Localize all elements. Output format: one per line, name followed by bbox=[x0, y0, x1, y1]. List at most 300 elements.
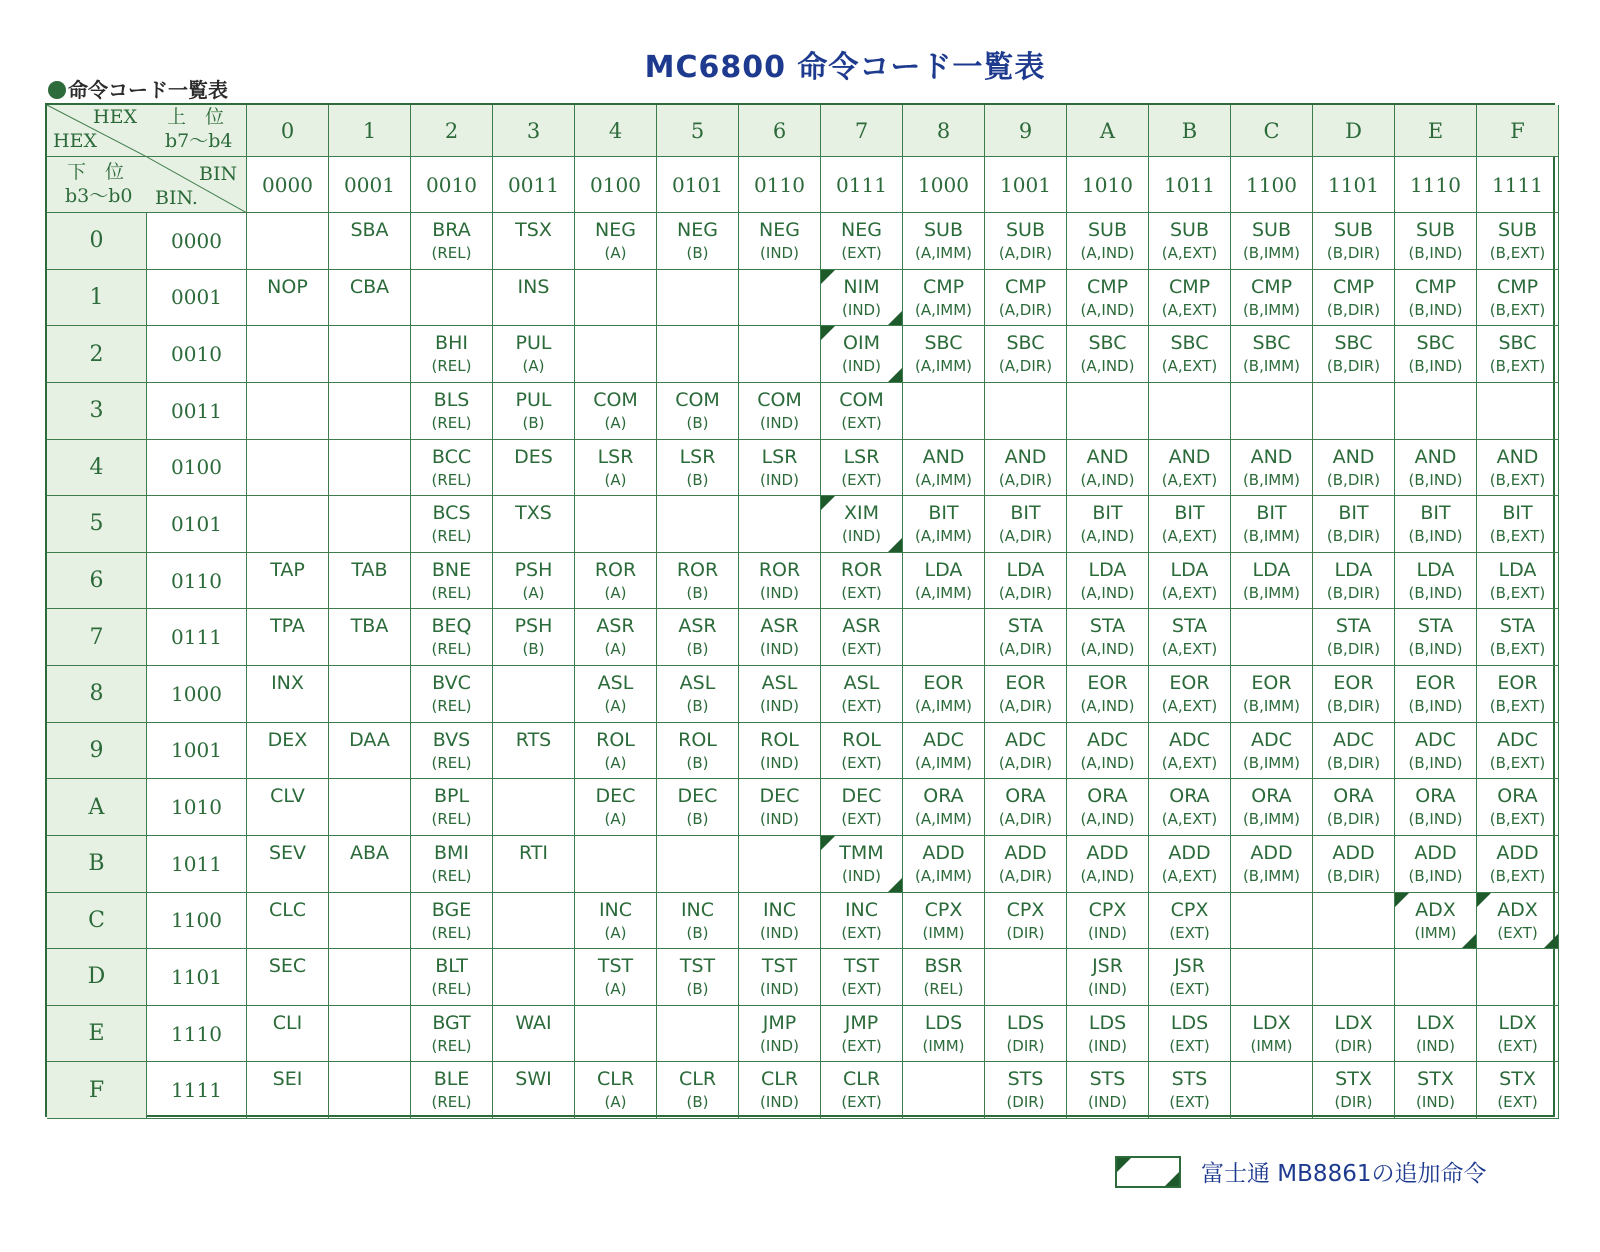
section-heading bbox=[48, 74, 228, 103]
row-bin-header: 1100 bbox=[147, 893, 247, 950]
addressing-mode: (A,IND) bbox=[1080, 357, 1135, 376]
corner-mark-icon bbox=[888, 878, 902, 892]
mnemonic: JSR bbox=[1174, 955, 1205, 978]
opcode-cell bbox=[1067, 666, 1149, 723]
row-hex-header: 5 bbox=[47, 496, 147, 553]
opcode-cell bbox=[329, 326, 411, 383]
mnemonic: LDX bbox=[1252, 1011, 1291, 1034]
addressing-mode: (A,IMM) bbox=[914, 810, 973, 829]
addressing-mode: (B) bbox=[686, 923, 709, 942]
mnemonic: SBC bbox=[1006, 332, 1045, 355]
addressing-mode: (A,IND) bbox=[1080, 244, 1135, 262]
opcode-cell bbox=[1231, 326, 1313, 383]
addressing-mode: (REL) bbox=[431, 753, 472, 772]
mnemonic: BLE bbox=[433, 1068, 470, 1091]
mnemonic: SUB bbox=[923, 219, 963, 241]
mnemonic: RTI bbox=[518, 841, 549, 864]
mnemonic: STA bbox=[1417, 615, 1454, 638]
addressing-mode: (B,IND) bbox=[1408, 810, 1463, 829]
mnemonic: SBC bbox=[924, 332, 963, 355]
mnemonic: ROR bbox=[676, 558, 719, 581]
opcode-cell bbox=[985, 836, 1067, 893]
addressing-mode: (DIR) bbox=[1006, 1093, 1045, 1112]
opcode-cell bbox=[903, 893, 985, 950]
opcode-cell bbox=[821, 723, 903, 780]
addressing-mode: (B) bbox=[686, 244, 709, 262]
opcode-cell bbox=[1149, 326, 1231, 383]
mnemonic: ORA bbox=[1333, 785, 1374, 808]
addressing-mode: (B,DIR) bbox=[1326, 583, 1381, 602]
addressing-mode: (REL) bbox=[431, 980, 472, 999]
addressing-mode: (A,IND) bbox=[1080, 753, 1135, 772]
mnemonic: LSR bbox=[843, 445, 880, 468]
addressing-mode: (EXT) bbox=[841, 640, 882, 659]
opcode-cell bbox=[1477, 1062, 1559, 1119]
opcode-cell bbox=[1313, 383, 1395, 440]
opcode-cell bbox=[1477, 496, 1559, 553]
addressing-mode: (A) bbox=[604, 413, 627, 432]
mnemonic: TBA bbox=[350, 615, 389, 638]
addressing-mode: (A,IND) bbox=[1080, 866, 1135, 885]
addressing-mode: (B) bbox=[686, 583, 709, 602]
opcode-cell bbox=[903, 383, 985, 440]
addressing-mode: (IND) bbox=[1416, 1093, 1455, 1112]
opcode-cell bbox=[1395, 383, 1477, 440]
row-hex-header: 3 bbox=[47, 383, 147, 440]
opcode-cell bbox=[1067, 836, 1149, 893]
opcode-cell bbox=[985, 949, 1067, 1006]
opcode-cell bbox=[985, 213, 1067, 270]
addressing-mode: (B,IMM) bbox=[1242, 697, 1301, 715]
addressing-mode: (A,DIR) bbox=[998, 527, 1053, 546]
corner-mark-icon bbox=[1477, 893, 1491, 907]
mnemonic: AND bbox=[1250, 445, 1293, 468]
opcode-cell bbox=[657, 496, 739, 553]
corner-mark-icon bbox=[821, 326, 835, 340]
mnemonic: WAI bbox=[515, 1011, 552, 1034]
corner-mark-icon bbox=[1165, 1172, 1179, 1186]
column-hex-header: E bbox=[1395, 105, 1477, 157]
opcode-cell bbox=[247, 383, 329, 440]
opcode-cell bbox=[1477, 1006, 1559, 1063]
opcode-cell bbox=[1395, 213, 1477, 270]
opcode-cell bbox=[575, 723, 657, 780]
mnemonic: BVS bbox=[432, 728, 471, 751]
column-bin-header: 0000 bbox=[247, 157, 329, 213]
opcode-cell bbox=[1395, 666, 1477, 723]
mnemonic: BIT bbox=[1420, 502, 1451, 525]
opcode-cell bbox=[1231, 949, 1313, 1006]
addressing-mode: (A) bbox=[604, 244, 627, 262]
addressing-mode: (IND) bbox=[760, 810, 799, 829]
opcode-cell bbox=[1231, 666, 1313, 723]
addressing-mode: (DIR) bbox=[1334, 1093, 1373, 1112]
opcode-cell bbox=[821, 1006, 903, 1063]
mnemonic: AND bbox=[1086, 445, 1129, 468]
opcode-cell bbox=[1067, 440, 1149, 497]
addressing-mode: (B,IMM) bbox=[1242, 753, 1301, 772]
addressing-mode: (IND) bbox=[1088, 923, 1127, 942]
row-hex-header: F bbox=[47, 1062, 147, 1119]
mnemonic: ADC bbox=[1087, 728, 1128, 751]
mnemonic: ASR bbox=[760, 615, 799, 638]
mnemonic: LDS bbox=[924, 1011, 963, 1034]
opcode-cell bbox=[329, 949, 411, 1006]
addressing-mode: (A) bbox=[604, 810, 627, 829]
column-bin-header: 1011 bbox=[1149, 157, 1231, 213]
column-bin-header: 0100 bbox=[575, 157, 657, 213]
corner-mark-icon bbox=[821, 836, 835, 850]
row-hex-header: 4 bbox=[47, 440, 147, 497]
opcode-cell bbox=[903, 270, 985, 327]
addressing-mode: (EXT) bbox=[841, 810, 882, 829]
addressing-mode: (DIR) bbox=[1006, 1036, 1045, 1055]
addressing-mode: (IND) bbox=[842, 300, 881, 319]
mnemonic: ORA bbox=[1415, 785, 1456, 808]
addressing-mode: (A,IND) bbox=[1080, 300, 1135, 319]
addressing-mode: (A,DIR) bbox=[998, 640, 1053, 659]
addressing-mode: (B,EXT) bbox=[1489, 697, 1546, 715]
addressing-mode: (A) bbox=[522, 583, 545, 602]
row-hex-header: 8 bbox=[47, 666, 147, 723]
mnemonic: PUL bbox=[515, 332, 552, 355]
opcode-cell bbox=[657, 949, 739, 1006]
addressing-mode: (IND) bbox=[1088, 980, 1127, 999]
addressing-mode: (A) bbox=[604, 1093, 627, 1112]
addressing-mode: (A) bbox=[604, 980, 627, 999]
opcode-cell bbox=[985, 270, 1067, 327]
upper-position-label: 上 位 bbox=[167, 106, 225, 128]
mnemonic: AND bbox=[1496, 445, 1539, 468]
row-hex-header: 7 bbox=[47, 609, 147, 666]
opcode-cell bbox=[739, 723, 821, 780]
addressing-mode: (B,IMM) bbox=[1242, 866, 1301, 885]
mnemonic: SBC bbox=[1088, 332, 1127, 355]
mnemonic: SEC bbox=[268, 955, 307, 978]
mnemonic: STA bbox=[1007, 615, 1044, 638]
opcode-cell bbox=[493, 949, 575, 1006]
addressing-mode: (IND) bbox=[842, 357, 881, 376]
opcode-cell bbox=[821, 949, 903, 1006]
opcode-cell bbox=[657, 270, 739, 327]
addressing-mode: (A,DIR) bbox=[998, 753, 1053, 772]
mnemonic: BIT bbox=[1502, 502, 1533, 525]
column-bin-header: 0001 bbox=[329, 157, 411, 213]
opcode-cell bbox=[739, 836, 821, 893]
mnemonic: LDS bbox=[1170, 1011, 1209, 1034]
opcode-cell bbox=[1395, 326, 1477, 383]
opcode-cell bbox=[1067, 723, 1149, 780]
mnemonic: LDA bbox=[1252, 558, 1291, 581]
opcode-cell bbox=[411, 723, 493, 780]
mnemonic: RTS bbox=[515, 728, 552, 751]
column-hex-header: 7 bbox=[821, 105, 903, 157]
addressing-mode: (REL) bbox=[431, 1093, 472, 1112]
opcode-cell bbox=[329, 553, 411, 610]
opcode-cell bbox=[1477, 440, 1559, 497]
opcode-cell bbox=[821, 893, 903, 950]
addressing-mode: (B,DIR) bbox=[1326, 866, 1381, 885]
opcode-cell bbox=[1231, 836, 1313, 893]
opcode-cell bbox=[575, 666, 657, 723]
opcode-cell bbox=[1313, 553, 1395, 610]
opcode-cell bbox=[411, 1062, 493, 1119]
column-hex-header: 3 bbox=[493, 105, 575, 157]
addressing-mode: (B,IMM) bbox=[1242, 300, 1301, 319]
addressing-mode: (B,EXT) bbox=[1489, 300, 1546, 319]
addressing-mode: (REL) bbox=[431, 583, 472, 602]
opcode-cell bbox=[1477, 666, 1559, 723]
opcode-cell bbox=[1149, 723, 1231, 780]
opcode-cell bbox=[821, 496, 903, 553]
corner-mark-icon bbox=[821, 270, 835, 284]
addressing-mode: (A,IND) bbox=[1080, 583, 1135, 602]
addressing-mode: (B,IMM) bbox=[1242, 244, 1301, 262]
mnemonic: CMP bbox=[1004, 275, 1047, 298]
mnemonic: CPX bbox=[1170, 898, 1209, 921]
addressing-mode: (A,IMM) bbox=[914, 300, 973, 319]
addressing-mode: (B) bbox=[686, 640, 709, 659]
mnemonic: PSH bbox=[514, 615, 553, 638]
addressing-mode: (B,IMM) bbox=[1242, 527, 1301, 546]
opcode-cell bbox=[739, 666, 821, 723]
addressing-mode: (B,DIR) bbox=[1326, 300, 1381, 319]
mnemonic: LSR bbox=[679, 445, 716, 468]
row-hex-header: 0 bbox=[47, 213, 147, 270]
opcode-cell bbox=[1149, 779, 1231, 836]
addressing-mode: (B,EXT) bbox=[1489, 640, 1546, 659]
opcode-cell bbox=[1067, 609, 1149, 666]
mnemonic: LDA bbox=[1088, 558, 1127, 581]
mnemonic: STX bbox=[1417, 1068, 1454, 1091]
row-bin-header: 1101 bbox=[147, 949, 247, 1006]
opcode-cell bbox=[575, 270, 657, 327]
opcode-cell bbox=[903, 213, 985, 270]
addressing-mode: (B,EXT) bbox=[1489, 357, 1546, 376]
legend bbox=[1115, 1155, 1486, 1188]
mnemonic: ADX bbox=[1497, 898, 1538, 921]
row-bin-header: 0101 bbox=[147, 496, 247, 553]
opcode-cell bbox=[247, 213, 329, 270]
opcode-cell bbox=[903, 1006, 985, 1063]
mnemonic: BLS bbox=[433, 388, 470, 411]
addressing-mode: (IND) bbox=[760, 244, 799, 262]
mnemonic: INX bbox=[271, 672, 304, 694]
mnemonic: CLV bbox=[270, 785, 305, 808]
opcode-cell bbox=[575, 609, 657, 666]
mnemonic: EOR bbox=[1497, 672, 1538, 694]
opcode-cell bbox=[493, 893, 575, 950]
opcode-cell bbox=[411, 609, 493, 666]
addressing-mode: (B) bbox=[686, 980, 709, 999]
addressing-mode: (REL) bbox=[431, 697, 472, 715]
column-bin-header: 1101 bbox=[1313, 157, 1395, 213]
opcode-cell bbox=[657, 553, 739, 610]
corner-mark-icon bbox=[1462, 934, 1476, 948]
mnemonic: SBA bbox=[350, 219, 389, 241]
addressing-mode: (EXT) bbox=[841, 1093, 882, 1112]
opcode-cell bbox=[1067, 779, 1149, 836]
column-bin-header: 1001 bbox=[985, 157, 1067, 213]
mnemonic: BIT bbox=[1338, 502, 1369, 525]
mnemonic: ROR bbox=[594, 558, 637, 581]
opcode-cell bbox=[247, 553, 329, 610]
addressing-mode: (B,DIR) bbox=[1326, 527, 1381, 546]
mnemonic: CMP bbox=[1250, 275, 1293, 298]
addressing-mode: (A,EXT) bbox=[1161, 583, 1218, 602]
opcode-cell bbox=[1149, 836, 1231, 893]
mnemonic: BMI bbox=[433, 841, 470, 864]
addressing-mode: (A) bbox=[522, 357, 545, 376]
addressing-mode: (B,IND) bbox=[1408, 300, 1463, 319]
addressing-mode: (B) bbox=[686, 697, 709, 715]
opcode-cell bbox=[1231, 609, 1313, 666]
mnemonic: SUB bbox=[1251, 219, 1291, 241]
mnemonic: OIM bbox=[843, 332, 880, 355]
addressing-mode: (B) bbox=[686, 1093, 709, 1112]
mnemonic: EOR bbox=[923, 672, 964, 694]
mnemonic: ADC bbox=[1169, 728, 1210, 751]
mnemonic: BCS bbox=[432, 502, 471, 525]
addressing-mode: (B,IMM) bbox=[1242, 470, 1301, 489]
opcode-cell bbox=[739, 496, 821, 553]
opcode-cell bbox=[411, 496, 493, 553]
mnemonic: CBA bbox=[349, 275, 390, 298]
opcode-cell bbox=[657, 893, 739, 950]
mnemonic: CLR bbox=[678, 1068, 717, 1091]
opcode-cell bbox=[657, 383, 739, 440]
mnemonic: NIM bbox=[843, 275, 880, 298]
addressing-mode: (B) bbox=[686, 810, 709, 829]
opcode-cell bbox=[247, 666, 329, 723]
mnemonic: CLC bbox=[268, 898, 307, 921]
opcode-cell bbox=[903, 1062, 985, 1119]
mnemonic: BGE bbox=[431, 898, 472, 921]
opcode-cell bbox=[575, 1006, 657, 1063]
addressing-mode: (A,DIR) bbox=[998, 300, 1053, 319]
opcode-cell bbox=[329, 270, 411, 327]
opcode-cell bbox=[1477, 213, 1559, 270]
column-bin-header: 1000 bbox=[903, 157, 985, 213]
addressing-mode: (A,IMM) bbox=[914, 753, 973, 772]
mnemonic: INC bbox=[762, 898, 797, 921]
mnemonic: SUB bbox=[1087, 219, 1127, 241]
opcode-cell bbox=[821, 836, 903, 893]
mnemonic: INC bbox=[844, 898, 879, 921]
mnemonic: ROL bbox=[842, 728, 881, 751]
header-corner-upper bbox=[47, 105, 247, 157]
mnemonic: ROL bbox=[760, 728, 799, 751]
mnemonic: ASL bbox=[597, 672, 634, 694]
opcode-cell bbox=[1313, 270, 1395, 327]
opcode-cell bbox=[411, 270, 493, 327]
addressing-mode: (IMM) bbox=[922, 923, 965, 942]
mnemonic: SUB bbox=[1415, 219, 1455, 241]
opcode-cell bbox=[985, 326, 1067, 383]
addressing-mode: (B,IND) bbox=[1408, 697, 1463, 715]
addressing-mode: (A,EXT) bbox=[1161, 866, 1218, 885]
addressing-mode: (REL) bbox=[431, 640, 472, 659]
mnemonic: LSR bbox=[761, 445, 798, 468]
column-hex-header: 2 bbox=[411, 105, 493, 157]
mnemonic: BEQ bbox=[431, 615, 472, 638]
opcode-cell bbox=[1313, 1006, 1395, 1063]
mnemonic: DEC bbox=[677, 785, 718, 808]
mnemonic: ABA bbox=[349, 841, 390, 864]
mnemonic: ORA bbox=[1251, 785, 1292, 808]
row-bin-header: 1011 bbox=[147, 836, 247, 893]
mnemonic: ADD bbox=[1496, 841, 1539, 864]
opcode-cell bbox=[493, 1062, 575, 1119]
opcode-cell bbox=[821, 666, 903, 723]
addressing-mode: (B,EXT) bbox=[1489, 810, 1546, 829]
mnemonic: ROR bbox=[840, 558, 883, 581]
opcode-cell bbox=[739, 440, 821, 497]
legend-swatch bbox=[1115, 1156, 1181, 1188]
mnemonic: LDX bbox=[1334, 1011, 1373, 1034]
addressing-mode: (REL) bbox=[431, 923, 472, 942]
mnemonic: BSR bbox=[924, 955, 963, 978]
row-bin-header: 1010 bbox=[147, 779, 247, 836]
row-bin-header: 0001 bbox=[147, 270, 247, 327]
column-hex-header: B bbox=[1149, 105, 1231, 157]
addressing-mode: (IND) bbox=[760, 1093, 799, 1112]
opcode-cell bbox=[1395, 893, 1477, 950]
bin-label: BIN bbox=[199, 163, 238, 185]
mnemonic: CMP bbox=[1332, 275, 1375, 298]
addressing-mode: (B,DIR) bbox=[1326, 244, 1381, 262]
opcode-cell bbox=[329, 609, 411, 666]
row-bin-header: 0110 bbox=[147, 553, 247, 610]
addressing-mode: (EXT) bbox=[1169, 923, 1210, 942]
addressing-mode: (IND) bbox=[760, 583, 799, 602]
addressing-mode: (A,IMM) bbox=[914, 697, 973, 715]
mnemonic: TXS bbox=[515, 502, 552, 525]
opcode-cell bbox=[985, 1062, 1067, 1119]
mnemonic: LDX bbox=[1498, 1011, 1537, 1034]
addressing-mode: (B) bbox=[522, 640, 545, 659]
opcode-cell bbox=[1149, 1006, 1231, 1063]
mnemonic: LDA bbox=[1416, 558, 1455, 581]
mnemonic: AND bbox=[922, 445, 965, 468]
mnemonic: EOR bbox=[1169, 672, 1210, 694]
mnemonic: DEC bbox=[841, 785, 882, 808]
column-bin-header: 1110 bbox=[1395, 157, 1477, 213]
mnemonic: SUB bbox=[1333, 219, 1373, 241]
opcode-cell bbox=[739, 326, 821, 383]
opcode-cell bbox=[329, 893, 411, 950]
mnemonic: ASR bbox=[842, 615, 881, 638]
addressing-mode: (B,EXT) bbox=[1489, 527, 1546, 546]
row-bin-header: 0111 bbox=[147, 609, 247, 666]
addressing-mode: (A,IMM) bbox=[914, 470, 973, 489]
mnemonic: ORA bbox=[923, 785, 964, 808]
addressing-mode: (EXT) bbox=[841, 753, 882, 772]
addressing-mode: (A) bbox=[604, 923, 627, 942]
lower-bits-label: b3～b0 bbox=[65, 185, 133, 207]
addressing-mode: (B) bbox=[522, 413, 545, 432]
addressing-mode: (B,IMM) bbox=[1242, 810, 1301, 829]
opcode-cell bbox=[1231, 496, 1313, 553]
opcode-cell bbox=[903, 723, 985, 780]
addressing-mode: (EXT) bbox=[841, 980, 882, 999]
opcode-cell bbox=[1067, 553, 1149, 610]
mnemonic: CLI bbox=[272, 1011, 303, 1034]
mnemonic: BNE bbox=[431, 558, 472, 581]
mnemonic: AND bbox=[1414, 445, 1457, 468]
mnemonic: BCC bbox=[431, 445, 472, 468]
addressing-mode: (B,IMM) bbox=[1242, 583, 1301, 602]
